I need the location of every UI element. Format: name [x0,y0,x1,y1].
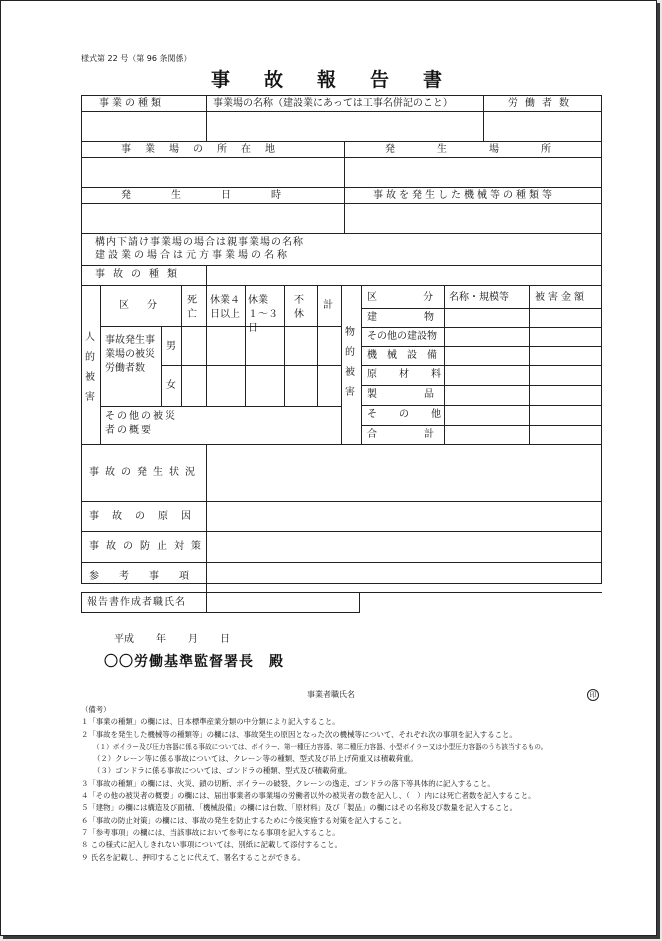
note-2-2: （２）クレーン等に係る事故については、クレーン等の種類、型式及び吊上げ荷重又は積載荷重。 [93,754,418,764]
note-2: ２「事故を発生した機械等の種類等」の欄には、事故発生の原因となった次の機械等について、それぞれ次の事項を記入すること。 [81,729,517,739]
occurrence-datetime-label: 発生日時 [121,190,321,201]
accident-type-label: 事故の種類 [95,269,185,280]
property-category-label: 区 分 [367,292,451,303]
date-line [114,630,252,645]
cause-label: 事故の原因 [89,511,204,522]
note-7: ７「参考事項」の欄には、当該事故において参考になる事項を記入すること。 [81,827,340,837]
note-9: ９ 氏名を記載し、押印することに代えて、署名することができる。 [81,852,305,862]
row-others: その他 [367,409,463,420]
col-total: 計 [323,300,333,311]
prevention-label: 事故の防止対策 [89,541,208,552]
human-damage-side-label: 人的被害 [85,332,95,403]
col-absence-1to3: 休業１〜３日 [248,295,278,334]
note-1: １「事業の種類」の欄には、日本標準産業分類の中分類により記入すること。 [81,717,340,727]
form-number: 様式第 22 号（第 96 条関係） [81,54,192,63]
col-damage-amount: 被害金額 [535,292,587,303]
site-location-label: 事業場の所在地 [121,144,289,155]
col-no-absence: 不休 [294,295,304,320]
subcontract-label-1: 構内下請け事業場の場合は親事業場の名称 [95,237,304,248]
note-3: ３「事故の種類」の欄には、火災、鎖の切断、ボイラーの破裂、クレーンの逸走、ゴンドラの落下等具体的に記入すること。 [81,778,495,788]
note-2-3: （３）ゴンドラに係る事故については、ゴンドラの種類、型式及び積載荷重。 [93,766,352,776]
row-materials: 原材料 [367,369,463,380]
col-death: 死亡 [187,295,197,320]
subcontract-label-2: 建設業の場合は元方事業場の名称 [95,250,290,261]
row-products: 製品 [367,389,481,400]
page-title: 事故報告書 [211,69,477,91]
employer-label: 事業者職氏名 [307,690,355,699]
date-month: 月 [188,634,198,645]
date-era: 平成 [114,634,134,645]
date-day: 日 [220,634,230,645]
note-4: ４「その他の被災者の概要」の欄には、届出事業者の事業場の労働者以外の被災者の数を記入し、（ ）内には死亡者数を記入すること。 [81,791,536,801]
site-name-label: 事業場の名称（建設業にあっては工事名併記のこと） [213,98,453,109]
notes-section [81,704,641,864]
property-damage-side-label: 物的被害 [345,327,355,398]
row-total: 合計 [367,429,481,440]
reference-label: 参考事項 [89,571,209,582]
workers-label: 労働者数 [508,98,576,109]
human-category-label: 区 分 [119,300,161,311]
row-building: 建物 [367,312,481,323]
machine-type-label: 事故を発生した機械等の種類等 [373,190,555,201]
occurrence-place-label: 発生場所 [385,144,593,155]
notes-title: （備考） [81,705,111,714]
addressee: 〇〇労働基準監督署長 殿 [104,654,284,670]
industry-type-label: 事業の種類 [99,98,164,109]
row-machinery: 機械設備 [367,350,447,361]
female-label: 女 [166,380,176,391]
date-year: 年 [156,634,166,645]
col-absence-4plus: 休業４日以上 [210,295,240,320]
situation-label: 事故の発生状況 [89,467,201,478]
note-8: ８ この様式に記入しきれない事項については、別紙に記載して添付すること。 [81,840,342,850]
victims-label: 事故発生事業場の被災労働者数 [105,335,155,374]
row-other-structures: その他の建設物 [367,331,437,342]
other-victims-label: その他の被災者の概要 [105,411,177,436]
reporter-label: 報告書作成者職氏名 [87,597,186,608]
note-2-1: （１）ボイラー及び圧力容器に係る事故については、ボイラー、第一種圧力容器、第二種圧力容器、小型ボイラー又は小型圧力容器のうち該当するもの。 [93,742,548,751]
col-name-scale: 名称・規模等 [449,292,509,303]
seal-mark: 印 [587,689,599,701]
note-5: ５「建物」の欄には構造及び面積、「機械設備」の欄には台数、「原材料」及び「製品」の欄にはその名称及び数量を記入すること。 [81,803,518,813]
male-label: 男 [166,341,176,352]
note-6: ６「事故の防止対策」の欄には、事故の発生を防止するために今後実施する対策を記入すること。 [81,815,407,825]
